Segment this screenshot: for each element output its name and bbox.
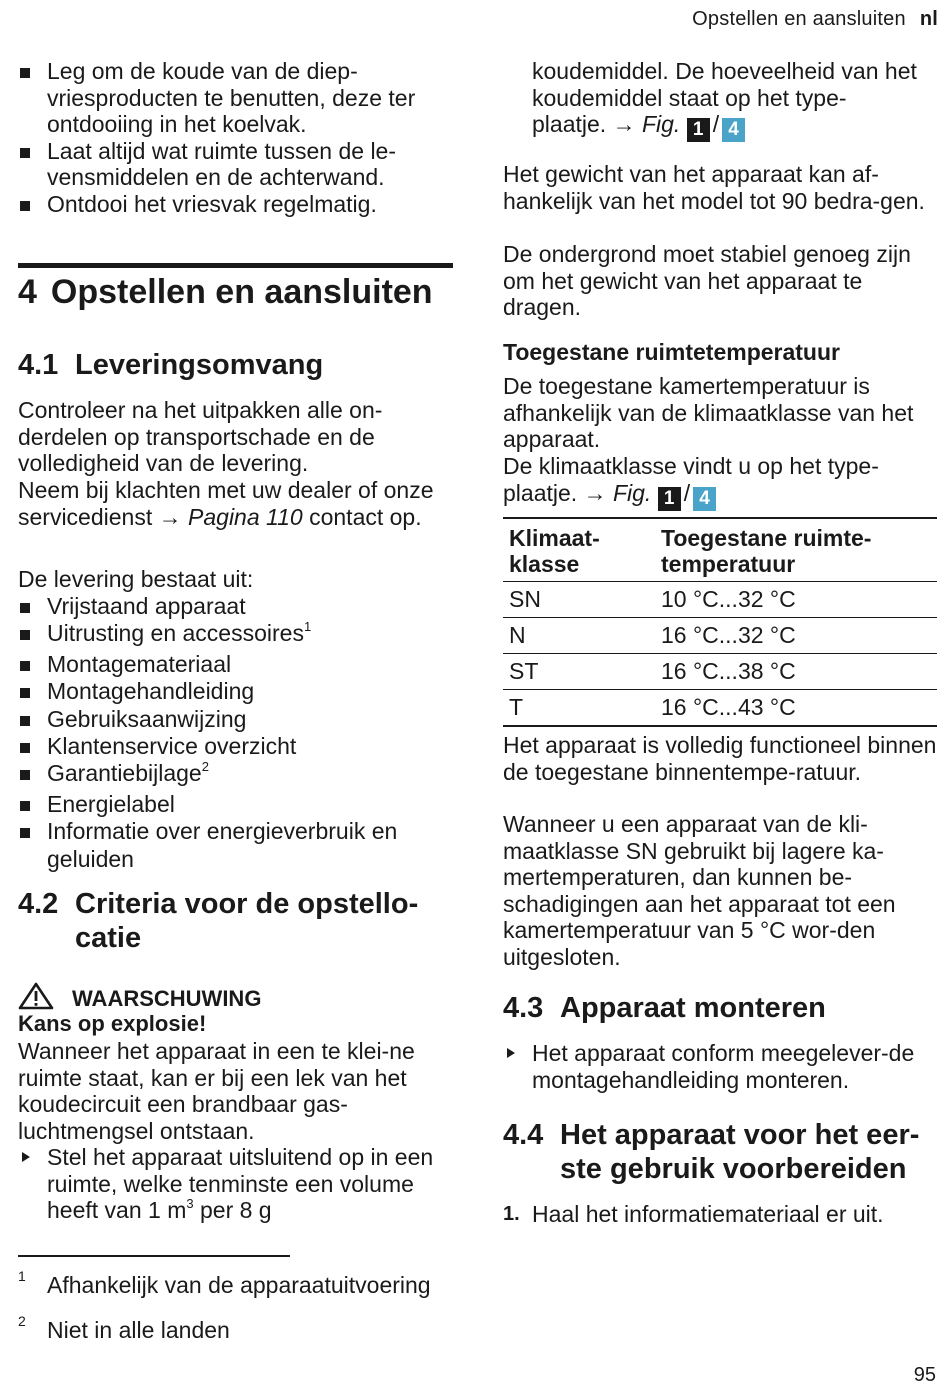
page-number: 95 — [913, 1364, 936, 1386]
list-item: Laat altijd wat ruimte tussen de le-vensmiddelen en de achterwand. — [18, 138, 458, 191]
list-item: Klantenservice overzicht — [18, 733, 458, 760]
section-number: 4.3 — [503, 992, 544, 1024]
list-item: Leg om de koude van de diep-vriesproducten te benutten, deze ter ontdooiing in het koelvak. — [18, 58, 458, 138]
table-cell: 10 °C...32 °C — [655, 582, 937, 618]
climate-class-table — [503, 517, 937, 727]
footnote-marker: 2 — [201, 759, 209, 775]
climate-class-paragraph — [503, 453, 937, 511]
warning-subtitle: Kans op explosie! — [18, 1011, 207, 1036]
section-heading-4-2 — [18, 887, 448, 955]
list-item: Gebruiksaanwijzing — [18, 706, 458, 733]
chapter-heading — [18, 272, 433, 312]
complaint-paragraph — [18, 477, 458, 530]
page-ref-arrow: → — [158, 503, 182, 530]
fig-separator: / — [712, 111, 720, 137]
chapter-rule — [18, 263, 453, 268]
prepare-steps-list — [503, 1201, 937, 1228]
climate-class-text: De klimaatklasse vindt u op het type- — [503, 453, 879, 479]
action-step: Het apparaat conform meegelever-de montagehandleiding monteren. — [503, 1040, 937, 1093]
weight-paragraph: Het gewicht van het apparaat kan af-hankelijk van het model tot 90 bedra-gen. — [503, 161, 925, 214]
column-header: Toegestane ruimte-temperatuur — [655, 518, 937, 582]
fig-ref-arrow: → — [612, 111, 636, 137]
section-heading-4-3 — [503, 991, 937, 1025]
table-row — [503, 618, 937, 654]
warning-text: Wanneer het apparaat in een te klei-ne ruimte staat, kan er bij een lek van het koudecircuit een brandbaar gas-luchtmengsel ontstaan. — [18, 1038, 415, 1144]
figure-badge-1[interactable]: 1 — [658, 487, 681, 511]
footnote-number: 2 — [18, 1313, 26, 1329]
fig-label: Fig. — [641, 111, 681, 137]
list-item: Montagehandleiding — [18, 678, 458, 705]
section-number: 4.1 — [18, 349, 59, 381]
table-cell: 16 °C...43 °C — [655, 690, 937, 727]
temperature-paragraph: De toegestane kamertemperatuur is afhankelijk van de klimaatklasse van het apparaat. — [503, 373, 914, 452]
table-row — [503, 582, 937, 618]
language-code: nl — [919, 8, 938, 30]
fig-separator: / — [683, 479, 691, 506]
temperature-subtitle: Toegestane ruimtetemperatuur — [503, 339, 840, 365]
refrigerant-continued — [532, 58, 937, 142]
section-heading-4-4 — [503, 1118, 937, 1186]
fig-ref-arrow: → — [583, 479, 607, 506]
warning-action-list — [18, 1144, 458, 1228]
complaint-text-end: contact op. — [302, 503, 422, 530]
table-cell: T — [503, 690, 655, 727]
table-cell: SN — [503, 582, 655, 618]
list-item — [18, 620, 458, 650]
delivery-intro: De levering bestaat uit: — [18, 566, 254, 592]
delivery-check-paragraph: Controleer na het uitpakken alle on-derdelen op transportschade en de volledigheid van de levering. — [18, 397, 383, 476]
running-header — [692, 8, 938, 31]
figure-badge-1[interactable]: 1 — [687, 118, 710, 142]
climate-class-text-last: plaatje. — [503, 479, 584, 506]
step-text: Haal het informatiemateriaal er uit. — [532, 1201, 884, 1227]
list-item — [18, 760, 458, 790]
section-title: Apparaat monteren — [560, 992, 826, 1024]
section-title: Het apparaat voor het eer-ste gebruik voorbereiden — [560, 1119, 920, 1185]
figure-badge-4[interactable]: 4 — [722, 118, 745, 142]
running-title: Opstellen en aansluiten — [692, 8, 906, 30]
action-text-end: per 8 g — [193, 1197, 272, 1223]
footnote-text: Afhankelijk van de apparaatuitvoering — [47, 1272, 431, 1298]
continued-text-last: plaatje. — [532, 111, 613, 137]
footnote-text: Niet in alle landen — [47, 1317, 230, 1343]
fig-label: Fig. — [612, 479, 652, 506]
ground-paragraph: De ondergrond moet stabiel genoeg zijn om het gewicht van het apparaat te dragen. — [503, 241, 911, 320]
section-title: Criteria voor de opstello-catie — [75, 888, 419, 954]
list-item: Energielabel — [18, 791, 458, 818]
chapter-title: Opstellen en aansluiten — [50, 273, 433, 311]
section-number: 4.2 — [18, 888, 59, 920]
numbered-step — [503, 1201, 937, 1228]
list-item-text: Garantiebijlage — [47, 760, 202, 787]
list-item-text: Uitrusting en accessoires — [47, 620, 304, 647]
climate-table-wrapper — [503, 517, 937, 727]
table-cell: 16 °C...32 °C — [655, 618, 937, 654]
continued-text: koudemiddel. De hoeveelheid van het koudemiddel staat op het type- — [532, 58, 917, 111]
table-row — [503, 690, 937, 727]
delivery-items-list — [18, 593, 458, 873]
footnote-number: 1 — [18, 1268, 26, 1284]
action-step — [18, 1144, 458, 1228]
section-number: 4.4 — [503, 1119, 544, 1151]
action-text: Stel het apparaat uitsluitend op in een ruimte, welke tenminste een volume heeft van 1 m — [47, 1144, 434, 1223]
list-item: Informatie over energieverbruik en geluiden — [18, 818, 458, 873]
superscript: 3 — [186, 1196, 194, 1211]
section-heading-4-1 — [18, 348, 458, 382]
table-header-row — [503, 518, 937, 582]
complaint-text: Neem bij klachten met uw dealer of onze servicedienst — [18, 477, 434, 530]
chapter-number: 4 — [18, 273, 37, 311]
list-item: Vrijstaand apparaat — [18, 593, 458, 620]
step-number: 1. — [503, 1203, 520, 1225]
table-cell: 16 °C...38 °C — [655, 654, 937, 690]
column-header: Klimaat-klasse — [503, 518, 655, 582]
functional-paragraph: Het apparaat is volledig functioneel binnen de toegestane binnentempe-ratuur. — [503, 732, 937, 785]
table-row — [503, 654, 937, 690]
figure-badge-4[interactable]: 4 — [693, 487, 716, 511]
footnote — [18, 1268, 431, 1299]
intro-bullet-list — [18, 58, 458, 217]
list-item: Montagemateriaal — [18, 651, 458, 678]
list-item: Ontdooi het vriesvak regelmatig. — [18, 191, 458, 218]
mount-action-list — [503, 1040, 937, 1093]
footnote — [18, 1313, 230, 1344]
section-title: Leveringsomvang — [75, 349, 324, 381]
table-cell: N — [503, 618, 655, 654]
warning-label: WAARSCHUWING — [72, 986, 262, 1011]
footnote-marker: 1 — [303, 619, 312, 635]
page-reference-link[interactable]: Pagina 110 — [188, 503, 303, 530]
footnote-rule — [18, 1255, 290, 1257]
sn-class-paragraph: Wanneer u een apparaat van de kli-maatklasse SN gebruikt bij lagere ka-mertemperaturen, dan kunnen be-schadigingen aan het apparaat tot een kamertemperatuur van 5 °C wor-den uitgesloten. — [503, 811, 896, 970]
table-cell: ST — [503, 654, 655, 690]
